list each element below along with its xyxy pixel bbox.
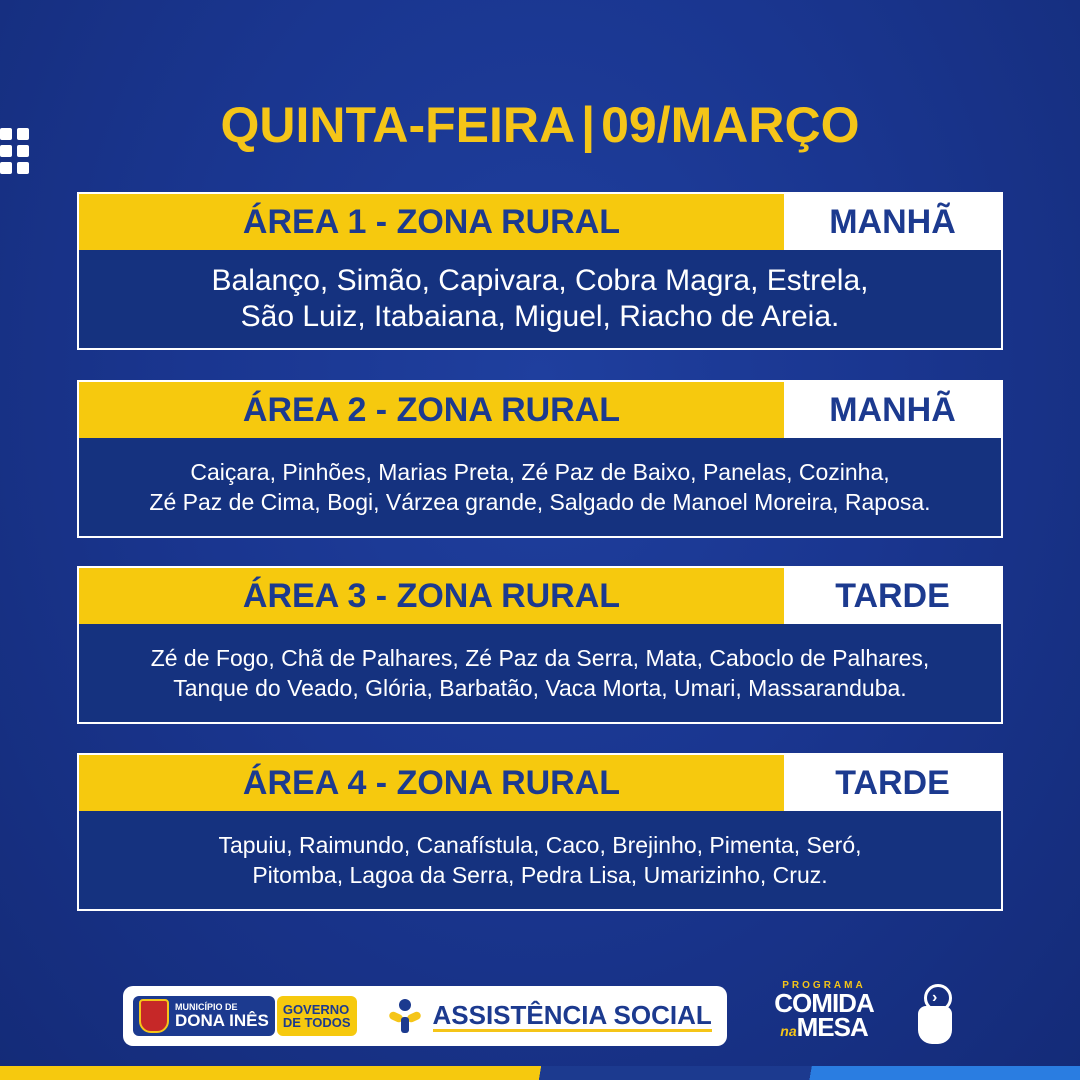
title-day: QUINTA-FEIRA [220, 97, 576, 153]
program-logo [768, 980, 880, 1041]
locations-line: Pitomba, Lagoa da Serra, Pedra Lisa, Umarizinho, Cruz. [252, 862, 828, 888]
gov-line2: DE TODOS [282, 1015, 351, 1030]
government-logo [277, 996, 357, 1036]
area-name: ÁREA 2 - ZONA RURAL [79, 382, 784, 438]
area-card-1 [77, 192, 1003, 350]
program-na: na [780, 1023, 797, 1039]
program-line1: COMIDA [774, 988, 874, 1018]
gov-line1: GOVERNO [282, 1002, 350, 1017]
bottom-color-bar [0, 1066, 1080, 1080]
period-badge: MANHÃ [784, 382, 1001, 438]
locations-line: Caiçara, Pinhões, Marias Preta, Zé Paz de Baixo, Panelas, Cozinha, [190, 459, 890, 485]
title-date: 09/MARÇO [601, 97, 860, 153]
title-separator: | [581, 97, 596, 153]
period-badge: MANHÃ [784, 194, 1001, 250]
area-name: ÁREA 1 - ZONA RURAL [79, 194, 784, 250]
area-name: ÁREA 3 - ZONA RURAL [79, 568, 784, 624]
locations-line: São Luiz, Itabaiana, Miguel, Riacho de Areia. [240, 300, 840, 333]
area-card-4 [77, 753, 1003, 911]
area-name: ÁREA 4 - ZONA RURAL [79, 755, 784, 811]
area-locations [79, 250, 1001, 348]
locations-line: Tanque do Veado, Glória, Barbatão, Vaca Morta, Umari, Massaranduba. [173, 675, 907, 701]
tap-hand-icon: › [914, 984, 960, 1046]
footer-logos [123, 986, 727, 1046]
page-title [0, 96, 1080, 154]
locations-line: Tapuiu, Raimundo, Canafístula, Caco, Brejinho, Pimenta, Seró, [218, 832, 862, 858]
assistance-text: ASSISTÊNCIA SOCIAL [432, 999, 712, 1030]
assistance-icon [389, 999, 421, 1033]
municipality-name: DONA INÊS [175, 1011, 269, 1030]
area-locations [79, 811, 1001, 909]
locations-line: Zé de Fogo, Chã de Palhares, Zé Paz da Serra, Mata, Caboclo de Palhares, [150, 645, 930, 671]
period-badge: TARDE [784, 755, 1001, 811]
area-card-2 [77, 380, 1003, 538]
crest-icon [139, 999, 169, 1033]
municipality-small: MUNICÍPIO DE [175, 1002, 238, 1012]
area-card-3 [77, 566, 1003, 724]
locations-line: Zé Paz de Cima, Bogi, Várzea grande, Salgado de Manoel Moreira, Raposa. [149, 489, 931, 515]
area-locations [79, 438, 1001, 536]
municipality-logo [133, 996, 275, 1036]
assistance-logo [389, 999, 712, 1033]
program-line2: MESA [796, 1012, 868, 1042]
period-badge: TARDE [784, 568, 1001, 624]
program-small: PROGRAMA [782, 980, 866, 991]
area-locations [79, 624, 1001, 722]
locations-line: Balanço, Simão, Capivara, Cobra Magra, Estrela, [211, 264, 869, 297]
